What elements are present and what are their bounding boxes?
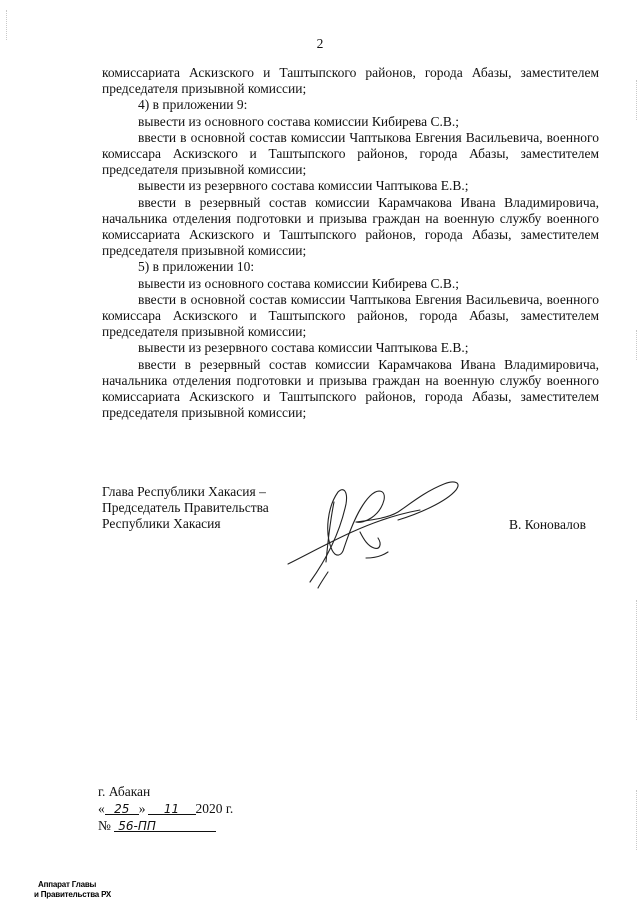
place-and-date	[98, 783, 233, 834]
number-line	[98, 817, 233, 834]
stamp-line: Аппарат Главы	[38, 880, 97, 889]
signatory-position-line: Председатель Правительства	[102, 500, 269, 516]
signatory-name: В. Коновалов	[509, 517, 586, 532]
paragraph: 5) в приложении 10:	[138, 259, 255, 275]
paragraph: ввести в основной состав комиссии Чаптыкова Евгения Васильевича, военного комиссара Аскизского и Таштыпского районов, города Абазы, заместителем председателя призывной комиссии;	[102, 291, 599, 340]
date-year: 2020 г.	[195, 801, 234, 816]
paragraph: 4) в приложении 9:	[138, 97, 248, 113]
date-month-handwritten: 11	[163, 802, 180, 816]
stamp-line: и Правительства РХ	[34, 890, 112, 899]
scan-edge-marks-right	[634, 790, 637, 850]
signatory-position	[102, 484, 269, 533]
paragraph: вывести из резервного состава комиссии Чаптыкова Е.В.;	[138, 340, 469, 356]
scan-edge-marks-right	[634, 330, 637, 360]
scan-edge-marks-right	[634, 80, 637, 120]
city: г. Абакан	[98, 784, 151, 799]
registration-stamp	[34, 880, 112, 900]
paragraph: вывести из основного состава комиссии Кибирева С.В.;	[138, 113, 459, 129]
date-close-quote: »	[138, 801, 146, 816]
scan-edge-marks-right	[634, 600, 637, 720]
signatory-position-line: Республики Хакасия	[102, 516, 221, 532]
handwritten-signature	[248, 462, 468, 597]
date-day-handwritten: 25	[114, 802, 130, 816]
page-number: 2	[316, 36, 324, 51]
paragraph: ввести в резервный состав комиссии Карамчакова Ивана Владимировича, начальника отделения подготовки и призыва граждан на военную службу военного комиссариата Аскизского и Таштыпского районов, города Абазы, заместителем председателя призывной комиссии;	[102, 356, 599, 421]
date-day-field	[105, 800, 139, 815]
signatory-position-line: Глава Республики Хакасия –	[102, 484, 266, 499]
paragraph: ввести в резервный состав комиссии Карамчакова Ивана Владимировича, начальника отделения подготовки и призыва граждан на военную службу военного комиссариата Аскизского и Таштыпского районов, города Абазы, заместителем председателя призывной комиссии;	[102, 194, 599, 259]
body-text	[102, 65, 599, 421]
number-handwritten: 56-ПП	[118, 819, 156, 833]
paragraph: комиссариата Аскизского и Таштыпского районов, города Абазы, заместителем председателя призывной комиссии;	[102, 65, 599, 97]
paragraph: вывести из резервного состава комиссии Чаптыкова Е.В.;	[138, 178, 469, 194]
number-label: №	[98, 818, 111, 833]
date-open-quote: «	[98, 801, 105, 816]
date-line	[98, 800, 233, 817]
paragraph: вывести из основного состава комиссии Кибирева С.В.;	[138, 275, 459, 291]
paragraph: ввести в основной состав комиссии Чаптыкова Евгения Васильевича, военного комиссара Аскизского и Таштыпского районов, города Абазы, заместителем председателя призывной комиссии;	[102, 129, 599, 178]
number-field	[114, 817, 216, 832]
date-month-field	[148, 800, 196, 815]
